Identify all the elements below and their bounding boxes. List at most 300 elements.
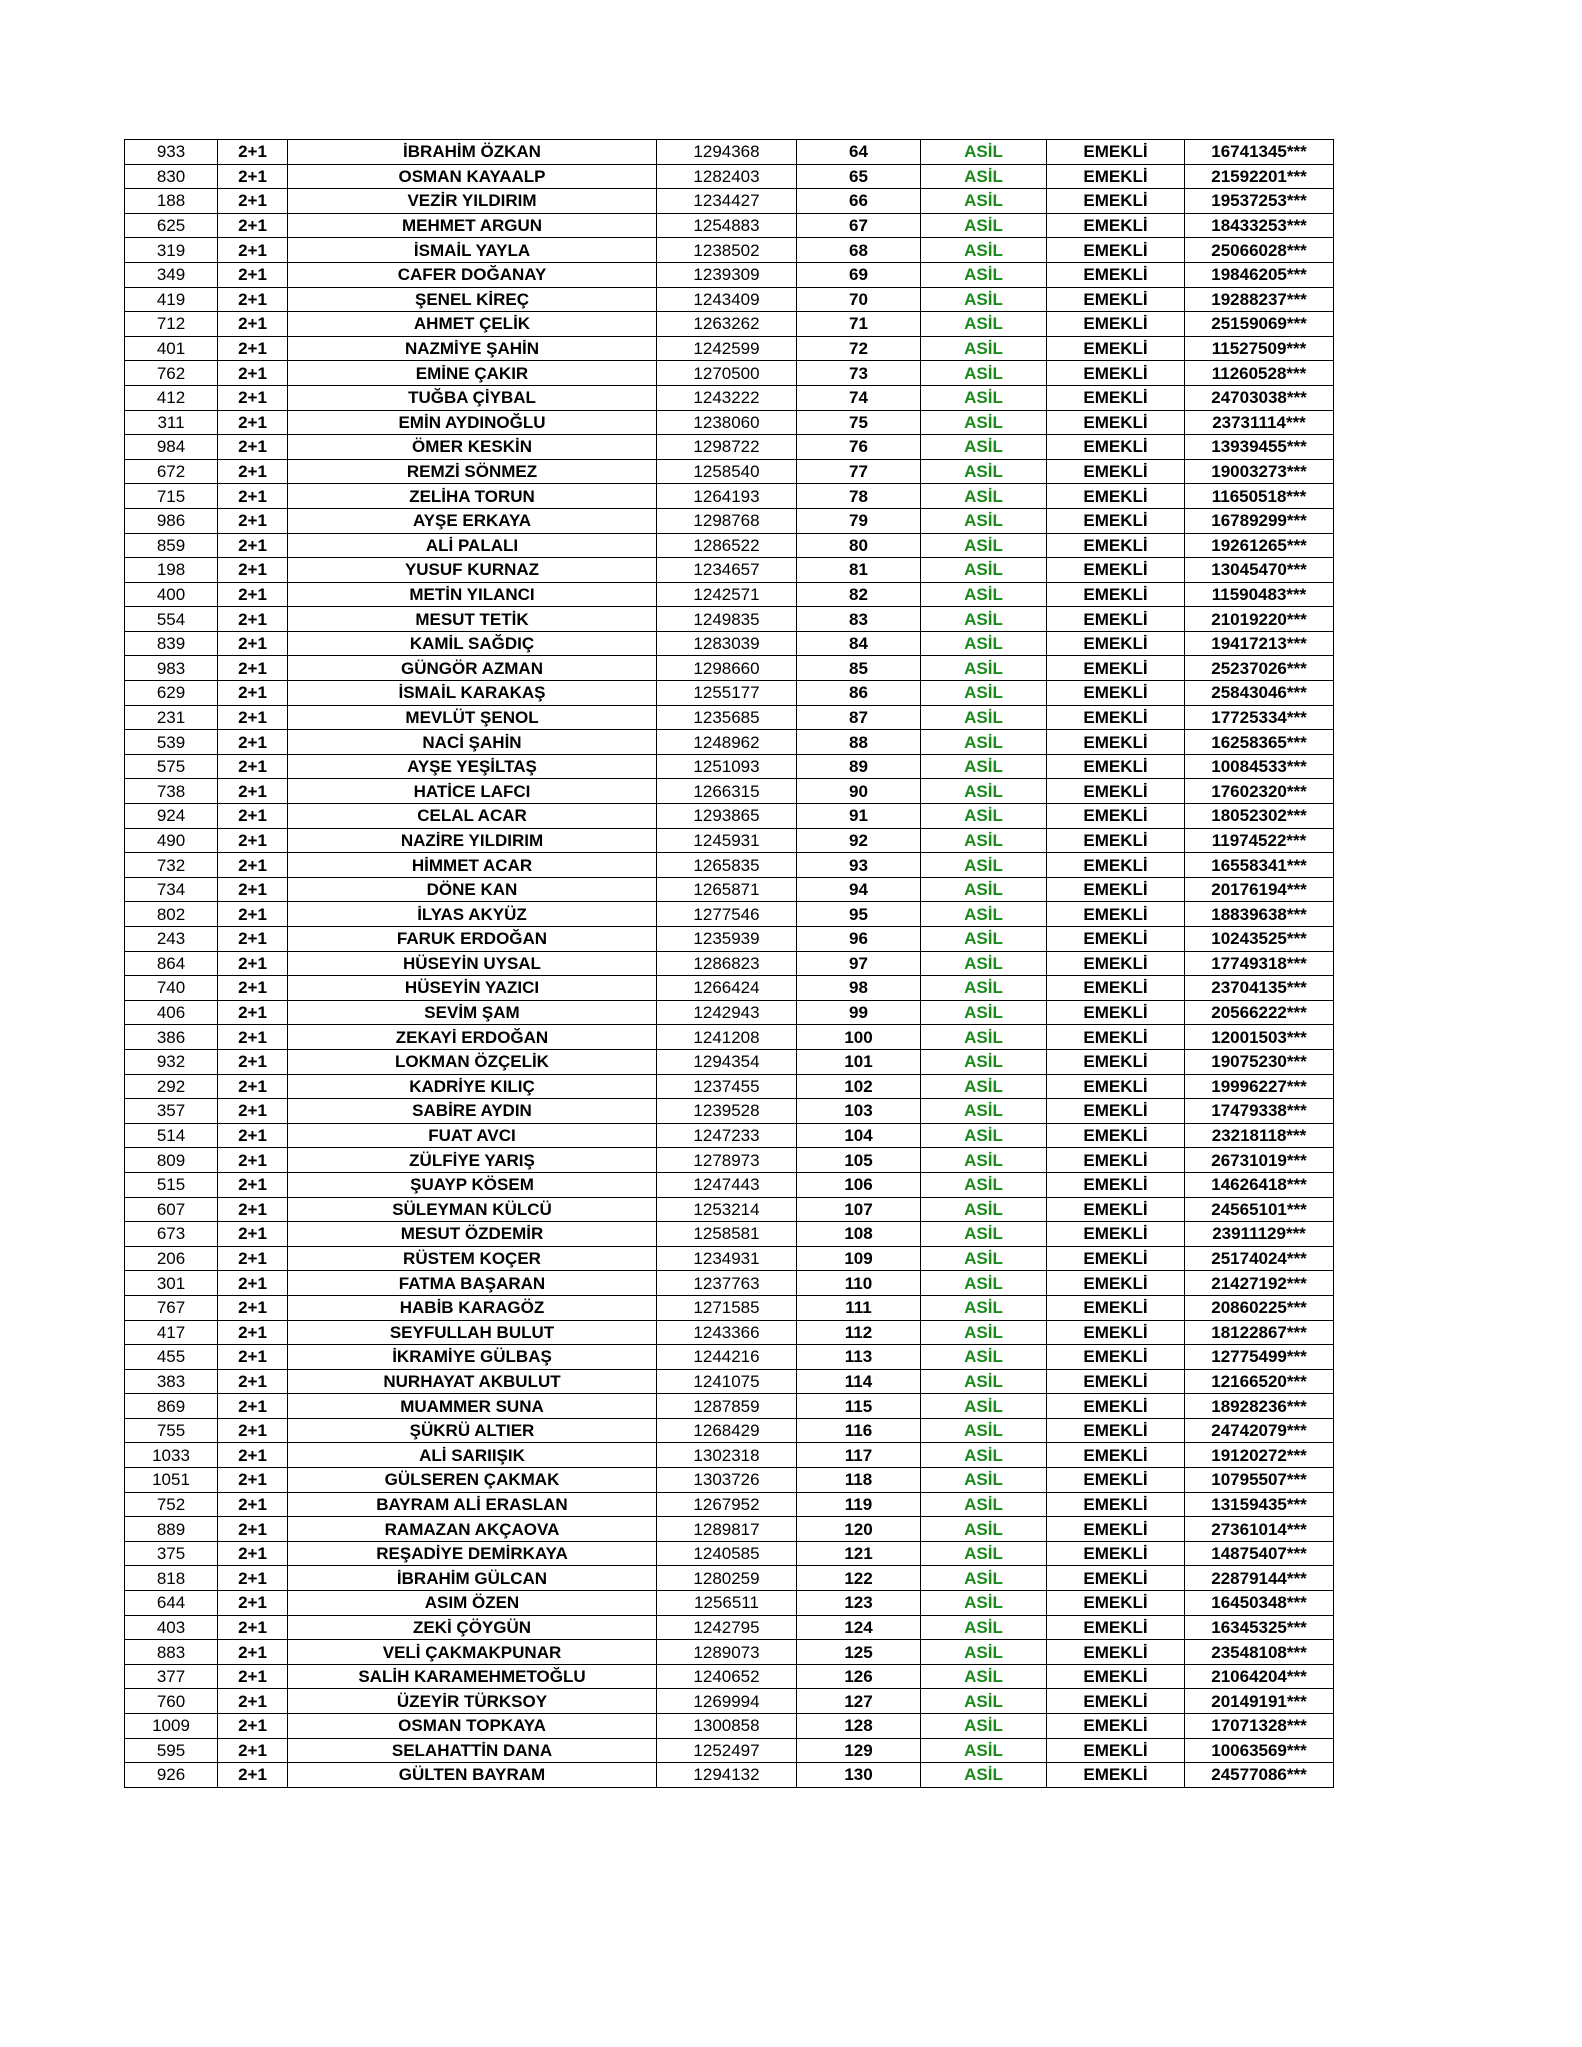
cell-group: EMEKLİ: [1047, 484, 1185, 509]
cell-unit-type: 2+1: [218, 164, 288, 189]
cell-application-no: 1240652: [657, 1664, 797, 1689]
cell-full-name: DÖNE KAN: [288, 877, 657, 902]
cell-list-no: 607: [125, 1197, 218, 1222]
cell-list-no: 767: [125, 1295, 218, 1320]
cell-unit-type: 2+1: [218, 1640, 288, 1665]
cell-id-masked: 23731114***: [1185, 410, 1334, 435]
cell-id-masked: 16450348***: [1185, 1591, 1334, 1616]
cell-group: EMEKLİ: [1047, 1295, 1185, 1320]
cell-rank: 126: [797, 1664, 921, 1689]
table-row: [125, 312, 1334, 337]
table-row: [125, 287, 1334, 312]
cell-id-masked: 24703038***: [1185, 385, 1334, 410]
table-row: [125, 1714, 1334, 1739]
cell-list-no: 349: [125, 262, 218, 287]
cell-id-masked: 11974522***: [1185, 828, 1334, 853]
cell-rank: 116: [797, 1418, 921, 1443]
cell-full-name: REMZİ SÖNMEZ: [288, 459, 657, 484]
cell-status: ASİL: [921, 1714, 1047, 1739]
table-row: [125, 238, 1334, 263]
cell-group: EMEKLİ: [1047, 336, 1185, 361]
cell-id-masked: 23218118***: [1185, 1123, 1334, 1148]
cell-list-no: 809: [125, 1148, 218, 1173]
cell-list-no: 231: [125, 705, 218, 730]
cell-rank: 105: [797, 1148, 921, 1173]
table-row: [125, 213, 1334, 238]
cell-list-no: 383: [125, 1369, 218, 1394]
cell-list-no: 188: [125, 189, 218, 214]
cell-group: EMEKLİ: [1047, 1566, 1185, 1591]
cell-application-no: 1294354: [657, 1049, 797, 1074]
cell-list-no: 629: [125, 681, 218, 706]
cell-status: ASİL: [921, 435, 1047, 460]
cell-full-name: NAZMİYE ŞAHİN: [288, 336, 657, 361]
cell-application-no: 1235939: [657, 927, 797, 952]
cell-list-no: 983: [125, 656, 218, 681]
cell-id-masked: 11260528***: [1185, 361, 1334, 386]
cell-status: ASİL: [921, 361, 1047, 386]
cell-full-name: ŞUAYP KÖSEM: [288, 1172, 657, 1197]
cell-status: ASİL: [921, 1591, 1047, 1616]
cell-id-masked: 14626418***: [1185, 1172, 1334, 1197]
cell-unit-type: 2+1: [218, 1000, 288, 1025]
cell-rank: 129: [797, 1738, 921, 1763]
table-row: [125, 1295, 1334, 1320]
cell-group: EMEKLİ: [1047, 361, 1185, 386]
cell-full-name: LOKMAN ÖZÇELİK: [288, 1049, 657, 1074]
cell-id-masked: 27361014***: [1185, 1517, 1334, 1542]
cell-unit-type: 2+1: [218, 262, 288, 287]
cell-full-name: RÜSTEM KOÇER: [288, 1246, 657, 1271]
cell-rank: 101: [797, 1049, 921, 1074]
table-row: [125, 1099, 1334, 1124]
cell-status: ASİL: [921, 189, 1047, 214]
cell-application-no: 1242795: [657, 1615, 797, 1640]
cell-rank: 78: [797, 484, 921, 509]
cell-id-masked: 13159435***: [1185, 1492, 1334, 1517]
table-row: [125, 1197, 1334, 1222]
cell-group: EMEKLİ: [1047, 1689, 1185, 1714]
cell-list-no: 738: [125, 779, 218, 804]
cell-unit-type: 2+1: [218, 189, 288, 214]
cell-status: ASİL: [921, 312, 1047, 337]
table-row: [125, 262, 1334, 287]
cell-application-no: 1298768: [657, 508, 797, 533]
cell-rank: 109: [797, 1246, 921, 1271]
cell-list-no: 760: [125, 1689, 218, 1714]
cell-group: EMEKLİ: [1047, 656, 1185, 681]
cell-id-masked: 19996227***: [1185, 1074, 1334, 1099]
cell-unit-type: 2+1: [218, 1763, 288, 1788]
cell-application-no: 1278973: [657, 1148, 797, 1173]
table-row: [125, 976, 1334, 1001]
table-row: [125, 558, 1334, 583]
table-row: [125, 902, 1334, 927]
cell-full-name: İBRAHİM ÖZKAN: [288, 140, 657, 165]
table-row: [125, 1394, 1334, 1419]
cell-application-no: 1277546: [657, 902, 797, 927]
cell-full-name: NAZİRE YILDIRIM: [288, 828, 657, 853]
cell-group: EMEKLİ: [1047, 1738, 1185, 1763]
cell-rank: 104: [797, 1123, 921, 1148]
cell-group: EMEKLİ: [1047, 1468, 1185, 1493]
cell-full-name: İLYAS AKYÜZ: [288, 902, 657, 927]
cell-unit-type: 2+1: [218, 804, 288, 829]
cell-rank: 79: [797, 508, 921, 533]
cell-id-masked: 22879144***: [1185, 1566, 1334, 1591]
cell-rank: 84: [797, 631, 921, 656]
cell-status: ASİL: [921, 1443, 1047, 1468]
cell-rank: 75: [797, 410, 921, 435]
cell-rank: 98: [797, 976, 921, 1001]
cell-rank: 94: [797, 877, 921, 902]
table-row: [125, 385, 1334, 410]
cell-application-no: 1242599: [657, 336, 797, 361]
cell-id-masked: 19417213***: [1185, 631, 1334, 656]
cell-status: ASİL: [921, 1689, 1047, 1714]
cell-rank: 99: [797, 1000, 921, 1025]
cell-application-no: 1235685: [657, 705, 797, 730]
table-row: [125, 1000, 1334, 1025]
table-row: [125, 1738, 1334, 1763]
cell-full-name: HATİCE LAFCI: [288, 779, 657, 804]
cell-application-no: 1234657: [657, 558, 797, 583]
cell-list-no: 984: [125, 435, 218, 460]
cell-rank: 90: [797, 779, 921, 804]
cell-full-name: MESUT ÖZDEMİR: [288, 1222, 657, 1247]
cell-group: EMEKLİ: [1047, 779, 1185, 804]
cell-full-name: KAMİL SAĞDIÇ: [288, 631, 657, 656]
cell-application-no: 1247443: [657, 1172, 797, 1197]
table-row: [125, 607, 1334, 632]
cell-rank: 112: [797, 1320, 921, 1345]
cell-status: ASİL: [921, 828, 1047, 853]
cell-rank: 76: [797, 435, 921, 460]
cell-application-no: 1267952: [657, 1492, 797, 1517]
cell-list-no: 206: [125, 1246, 218, 1271]
cell-unit-type: 2+1: [218, 1541, 288, 1566]
table-row: [125, 1418, 1334, 1443]
cell-list-no: 752: [125, 1492, 218, 1517]
cell-status: ASİL: [921, 410, 1047, 435]
table-row: [125, 1640, 1334, 1665]
cell-full-name: VELİ ÇAKMAKPUNAR: [288, 1640, 657, 1665]
cell-id-masked: 19846205***: [1185, 262, 1334, 287]
cell-full-name: İKRAMİYE GÜLBAŞ: [288, 1345, 657, 1370]
cell-list-no: 514: [125, 1123, 218, 1148]
table-row: [125, 1664, 1334, 1689]
cell-status: ASİL: [921, 533, 1047, 558]
cell-list-no: 986: [125, 508, 218, 533]
cell-id-masked: 24577086***: [1185, 1763, 1334, 1788]
cell-id-masked: 17749318***: [1185, 951, 1334, 976]
cell-rank: 85: [797, 656, 921, 681]
cell-status: ASİL: [921, 287, 1047, 312]
table-row: [125, 1123, 1334, 1148]
cell-full-name: GÜLTEN BAYRAM: [288, 1763, 657, 1788]
cell-full-name: SÜLEYMAN KÜLCÜ: [288, 1197, 657, 1222]
cell-list-no: 644: [125, 1591, 218, 1616]
cell-id-masked: 19075230***: [1185, 1049, 1334, 1074]
cell-rank: 81: [797, 558, 921, 583]
cell-status: ASİL: [921, 730, 1047, 755]
cell-list-no: 1051: [125, 1468, 218, 1493]
cell-application-no: 1237763: [657, 1271, 797, 1296]
cell-status: ASİL: [921, 631, 1047, 656]
cell-full-name: SEVİM ŞAM: [288, 1000, 657, 1025]
cell-status: ASİL: [921, 1148, 1047, 1173]
cell-group: EMEKLİ: [1047, 213, 1185, 238]
cell-unit-type: 2+1: [218, 1074, 288, 1099]
cell-group: EMEKLİ: [1047, 140, 1185, 165]
cell-rank: 106: [797, 1172, 921, 1197]
table-row: [125, 189, 1334, 214]
cell-list-no: 401: [125, 336, 218, 361]
cell-list-no: 859: [125, 533, 218, 558]
cell-group: EMEKLİ: [1047, 1123, 1185, 1148]
cell-application-no: 1294132: [657, 1763, 797, 1788]
cell-status: ASİL: [921, 238, 1047, 263]
cell-application-no: 1240585: [657, 1541, 797, 1566]
cell-list-no: 883: [125, 1640, 218, 1665]
cell-list-no: 672: [125, 459, 218, 484]
cell-application-no: 1289073: [657, 1640, 797, 1665]
cell-application-no: 1302318: [657, 1443, 797, 1468]
cell-full-name: ZÜLFİYE YARIŞ: [288, 1148, 657, 1173]
cell-unit-type: 2+1: [218, 927, 288, 952]
cell-id-masked: 19288237***: [1185, 287, 1334, 312]
cell-full-name: NACİ ŞAHİN: [288, 730, 657, 755]
cell-id-masked: 12775499***: [1185, 1345, 1334, 1370]
cell-group: EMEKLİ: [1047, 1591, 1185, 1616]
cell-status: ASİL: [921, 902, 1047, 927]
cell-status: ASİL: [921, 779, 1047, 804]
cell-full-name: FUAT AVCI: [288, 1123, 657, 1148]
cell-group: EMEKLİ: [1047, 1197, 1185, 1222]
cell-status: ASİL: [921, 1172, 1047, 1197]
cell-unit-type: 2+1: [218, 976, 288, 1001]
cell-full-name: AYŞE ERKAYA: [288, 508, 657, 533]
cell-status: ASİL: [921, 1369, 1047, 1394]
cell-full-name: OSMAN TOPKAYA: [288, 1714, 657, 1739]
cell-full-name: SELAHATTİN DANA: [288, 1738, 657, 1763]
cell-list-no: 1033: [125, 1443, 218, 1468]
cell-rank: 77: [797, 459, 921, 484]
cell-list-no: 762: [125, 361, 218, 386]
cell-full-name: AHMET ÇELİK: [288, 312, 657, 337]
cell-list-no: 554: [125, 607, 218, 632]
cell-application-no: 1268429: [657, 1418, 797, 1443]
cell-group: EMEKLİ: [1047, 435, 1185, 460]
cell-list-no: 406: [125, 1000, 218, 1025]
cell-application-no: 1243409: [657, 287, 797, 312]
cell-status: ASİL: [921, 336, 1047, 361]
cell-application-no: 1255177: [657, 681, 797, 706]
cell-group: EMEKLİ: [1047, 1320, 1185, 1345]
cell-unit-type: 2+1: [218, 1394, 288, 1419]
cell-unit-type: 2+1: [218, 779, 288, 804]
cell-application-no: 1280259: [657, 1566, 797, 1591]
cell-rank: 71: [797, 312, 921, 337]
cell-group: EMEKLİ: [1047, 385, 1185, 410]
cell-group: EMEKLİ: [1047, 1369, 1185, 1394]
cell-application-no: 1254883: [657, 213, 797, 238]
cell-id-masked: 16558341***: [1185, 853, 1334, 878]
cell-full-name: FATMA BAŞARAN: [288, 1271, 657, 1296]
table-row: [125, 1517, 1334, 1542]
cell-unit-type: 2+1: [218, 1443, 288, 1468]
cell-list-no: 830: [125, 164, 218, 189]
cell-unit-type: 2+1: [218, 951, 288, 976]
table-row: [125, 1468, 1334, 1493]
table-row: [125, 1074, 1334, 1099]
cell-full-name: ÜZEYİR TÜRKSOY: [288, 1689, 657, 1714]
cell-list-no: 319: [125, 238, 218, 263]
cell-rank: 123: [797, 1591, 921, 1616]
cell-list-no: 926: [125, 1763, 218, 1788]
cell-unit-type: 2+1: [218, 877, 288, 902]
cell-id-masked: 10243525***: [1185, 927, 1334, 952]
cell-group: EMEKLİ: [1047, 1099, 1185, 1124]
cell-list-no: 412: [125, 385, 218, 410]
cell-unit-type: 2+1: [218, 1714, 288, 1739]
cell-application-no: 1293865: [657, 804, 797, 829]
table-row: [125, 1541, 1334, 1566]
cell-id-masked: 20176194***: [1185, 877, 1334, 902]
cell-unit-type: 2+1: [218, 558, 288, 583]
cell-unit-type: 2+1: [218, 459, 288, 484]
cell-id-masked: 17479338***: [1185, 1099, 1334, 1124]
cell-unit-type: 2+1: [218, 631, 288, 656]
cell-application-no: 1243222: [657, 385, 797, 410]
cell-unit-type: 2+1: [218, 484, 288, 509]
cell-status: ASİL: [921, 1271, 1047, 1296]
cell-application-no: 1247233: [657, 1123, 797, 1148]
table-row: [125, 410, 1334, 435]
cell-list-no: 375: [125, 1541, 218, 1566]
cell-id-masked: 25159069***: [1185, 312, 1334, 337]
cell-unit-type: 2+1: [218, 1615, 288, 1640]
table-row: [125, 508, 1334, 533]
table-row: [125, 1148, 1334, 1173]
table-row: [125, 1615, 1334, 1640]
cell-group: EMEKLİ: [1047, 1615, 1185, 1640]
table-row: [125, 1689, 1334, 1714]
cell-unit-type: 2+1: [218, 1517, 288, 1542]
cell-unit-type: 2+1: [218, 213, 288, 238]
cell-status: ASİL: [921, 1615, 1047, 1640]
cell-unit-type: 2+1: [218, 1418, 288, 1443]
cell-unit-type: 2+1: [218, 336, 288, 361]
cell-unit-type: 2+1: [218, 582, 288, 607]
cell-list-no: 515: [125, 1172, 218, 1197]
cell-group: EMEKLİ: [1047, 508, 1185, 533]
cell-rank: 128: [797, 1714, 921, 1739]
cell-rank: 100: [797, 1025, 921, 1050]
cell-list-no: 932: [125, 1049, 218, 1074]
table-row: [125, 853, 1334, 878]
cell-rank: 107: [797, 1197, 921, 1222]
cell-rank: 121: [797, 1541, 921, 1566]
cell-id-masked: 11527509***: [1185, 336, 1334, 361]
cell-status: ASİL: [921, 385, 1047, 410]
table-row: [125, 1222, 1334, 1247]
cell-list-no: 417: [125, 1320, 218, 1345]
cell-rank: 130: [797, 1763, 921, 1788]
cell-status: ASİL: [921, 1197, 1047, 1222]
cell-unit-type: 2+1: [218, 1222, 288, 1247]
table-row: [125, 1172, 1334, 1197]
table-row: [125, 1246, 1334, 1271]
cell-application-no: 1265871: [657, 877, 797, 902]
cell-unit-type: 2+1: [218, 681, 288, 706]
cell-id-masked: 16258365***: [1185, 730, 1334, 755]
cell-application-no: 1300858: [657, 1714, 797, 1739]
cell-group: EMEKLİ: [1047, 410, 1185, 435]
cell-rank: 122: [797, 1566, 921, 1591]
cell-group: EMEKLİ: [1047, 558, 1185, 583]
table-row: [125, 1763, 1334, 1788]
cell-id-masked: 13939455***: [1185, 435, 1334, 460]
cell-group: EMEKLİ: [1047, 976, 1185, 1001]
cell-full-name: RAMAZAN AKÇAOVA: [288, 1517, 657, 1542]
cell-full-name: OSMAN KAYAALP: [288, 164, 657, 189]
table-row: [125, 730, 1334, 755]
cell-rank: 92: [797, 828, 921, 853]
cell-list-no: 933: [125, 140, 218, 165]
table-row: [125, 140, 1334, 165]
cell-group: EMEKLİ: [1047, 730, 1185, 755]
cell-application-no: 1258581: [657, 1222, 797, 1247]
cell-group: EMEKLİ: [1047, 1443, 1185, 1468]
cell-full-name: EMİNE ÇAKIR: [288, 361, 657, 386]
cell-application-no: 1256511: [657, 1591, 797, 1616]
cell-full-name: MESUT TETİK: [288, 607, 657, 632]
cell-rank: 120: [797, 1517, 921, 1542]
cell-status: ASİL: [921, 656, 1047, 681]
cell-status: ASİL: [921, 1123, 1047, 1148]
cell-unit-type: 2+1: [218, 853, 288, 878]
cell-unit-type: 2+1: [218, 1246, 288, 1271]
cell-application-no: 1294368: [657, 140, 797, 165]
table-row: [125, 681, 1334, 706]
cell-status: ASİL: [921, 1025, 1047, 1050]
cell-id-masked: 20566222***: [1185, 1000, 1334, 1025]
cell-group: EMEKLİ: [1047, 1246, 1185, 1271]
cell-list-no: 455: [125, 1345, 218, 1370]
cell-id-masked: 11650518***: [1185, 484, 1334, 509]
cell-status: ASİL: [921, 1664, 1047, 1689]
cell-rank: 117: [797, 1443, 921, 1468]
cell-list-no: 732: [125, 853, 218, 878]
cell-id-masked: 19003273***: [1185, 459, 1334, 484]
cell-application-no: 1266424: [657, 976, 797, 1001]
cell-id-masked: 19261265***: [1185, 533, 1334, 558]
cell-id-masked: 10063569***: [1185, 1738, 1334, 1763]
cell-full-name: SALİH KARAMEHMETOĞLU: [288, 1664, 657, 1689]
table-row: [125, 336, 1334, 361]
cell-application-no: 1287859: [657, 1394, 797, 1419]
cell-group: EMEKLİ: [1047, 681, 1185, 706]
cell-application-no: 1271585: [657, 1295, 797, 1320]
cell-group: EMEKLİ: [1047, 853, 1185, 878]
cell-unit-type: 2+1: [218, 1369, 288, 1394]
cell-unit-type: 2+1: [218, 1591, 288, 1616]
cell-full-name: ASIM ÖZEN: [288, 1591, 657, 1616]
cell-application-no: 1270500: [657, 361, 797, 386]
cell-full-name: ZEKAYİ ERDOĞAN: [288, 1025, 657, 1050]
cell-group: EMEKLİ: [1047, 1049, 1185, 1074]
